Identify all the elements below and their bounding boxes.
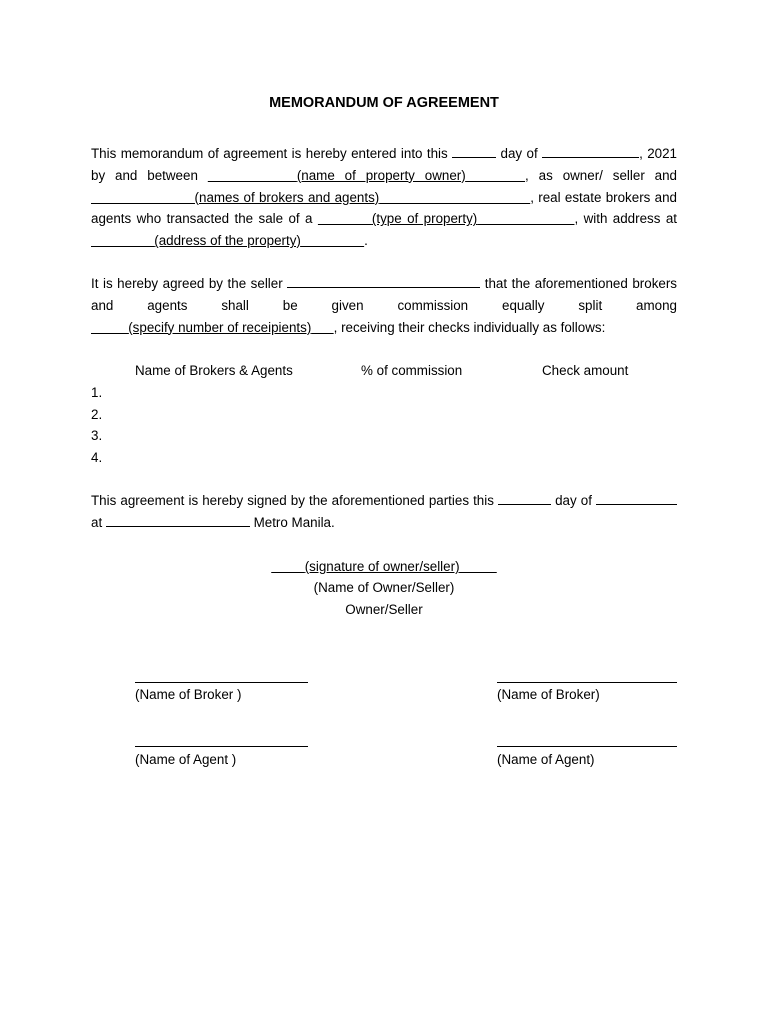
intro-text-2: day of [496,146,543,161]
signing-text-3: at [91,514,106,530]
owner-role-label: Owner/Seller [345,602,423,617]
brokers-names-field [91,190,530,205]
day-blank [452,143,496,158]
owner-signature-field [271,559,497,574]
signing-paragraph [91,490,677,534]
agent-right-name: (Name of Agent) [497,752,595,767]
property-address-placeholder: (address of the property) [154,233,301,249]
intro-text-7: . [364,233,368,249]
broker-left-signature-line [135,682,308,683]
signing-text-2: day of [551,493,597,508]
broker-right-name: (Name of Broker) [497,687,600,702]
owner-signature-placeholder: (signature of owner/seller) [304,559,460,574]
commission-paragraph [91,273,677,338]
signing-month-blank [596,490,677,505]
property-type-field [318,211,575,226]
signing-place-blank [106,512,250,527]
signing-text-4: Metro Manila. [249,514,335,530]
signing-text-1: This agreement is hereby signed by the aforementioned parties this [91,493,499,508]
recipients-placeholder: (specify number of receipients) [128,319,312,335]
property-type-placeholder: (type of property) [371,211,478,227]
agent-left-signature-line [135,746,308,747]
broker-right-signature-line [497,682,677,683]
commission-text-2: that the aforementioned brokers and agents shall be given commission equally split among [91,276,677,313]
intro-text-1: This memorandum of agreement is hereby entered into this [91,146,453,161]
agent-right-signature-line [497,746,677,747]
seller-name-blank [287,273,480,288]
table-row [0,447,768,469]
row-number: 4. [91,450,103,465]
month-blank [542,143,639,158]
row-number: 2. [91,407,103,422]
owner-name-placeholder: (name of property owner) [296,167,466,183]
table-row [0,404,768,426]
document-title: MEMORANDUM OF AGREEMENT [269,95,499,111]
row-number: 1. [91,385,103,400]
table-row [0,382,768,404]
commission-text-1: It is hereby agreed by the seller [91,276,288,291]
table-row [0,425,768,447]
row-number: 3. [91,428,103,443]
agent-left-name: (Name of Agent ) [135,752,237,767]
agreement-intro-paragraph [91,143,677,252]
commission-text-3: , receiving their checks individually as follows: [333,319,606,335]
property-address-field [91,233,364,248]
intro-text-6: , with address at [574,211,677,227]
intro-text-4: , as owner/ seller and [525,167,678,183]
broker-left-name: (Name of Broker ) [135,687,242,702]
signing-day-blank [498,490,551,505]
header-check-amount: Check amount [542,363,629,378]
header-broker-names: Name of Brokers & Agents [135,363,293,378]
owner-signature-line [0,556,768,578]
owner-name-label: (Name of Owner/Seller) [313,580,455,595]
brokers-names-placeholder: (names of brokers and agents) [194,189,380,205]
intro-text-5: , real estate brokers and agents who transacted the sale of a [91,189,678,227]
owner-name-field [208,168,525,183]
recipients-field [91,320,334,335]
intro-text-3: , 2021 by and between [91,146,678,183]
header-commission-percent: % of commission [361,363,463,378]
